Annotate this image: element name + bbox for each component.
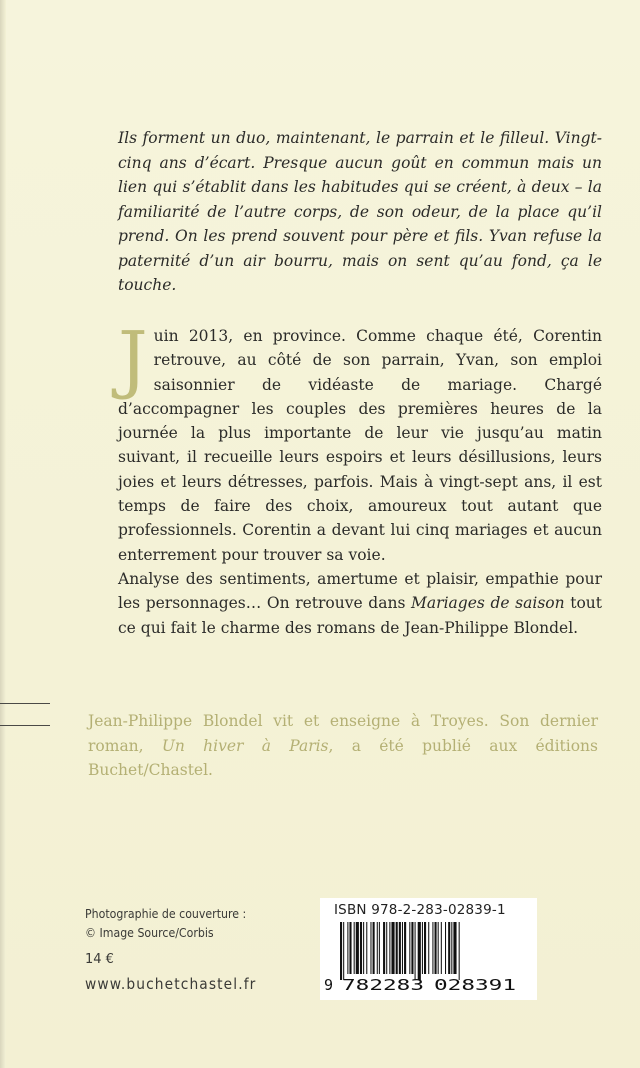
barcode-bar [402, 922, 403, 974]
barcode-bar [396, 922, 398, 974]
divider-rule-bottom [0, 725, 50, 726]
publisher-website: www.buchetchastel.fr [85, 975, 257, 993]
synopsis-text-2a: Analyse des sentiments, amertume et plaisir, empathie pour les personnages… On retrouve dans [118, 569, 602, 613]
barcode-bar [448, 922, 450, 974]
barcode-digit-first: 9 [324, 976, 334, 994]
barcode-bar [428, 922, 429, 974]
cover-edge-shadow [0, 0, 6, 1068]
photo-credit-source: © Image Source/Corbis [85, 925, 214, 940]
barcode-bar [418, 922, 421, 980]
barcode-bar [459, 922, 460, 980]
isbn-number: ISBN 978-2-283-02839-1 [334, 902, 506, 918]
synopsis-text-1: uin 2013, en province. Comme chaque été, Corentin retrouve, au côté de son parrain, Yvan, son emploi saisonnier de vidéaste de mariage. Chargé d’accompagner les couples des premières heures de la journée la plus importante de leur vie jusqu’au matin suivant, il recueille leurs espoirs et leurs désillusions, leurs joies et leurs détresses, parfois. Mais à vingt-sept ans, il est temps de faire des choix, amoureux tout autant que professionnels. Corentin a devant lui cinq mariages et aucun enterrement pour trouver sa voie. [118, 327, 602, 564]
divider-rule-top [0, 703, 50, 704]
barcode-bar [349, 922, 351, 974]
barcode-bar [370, 922, 371, 974]
barcode-bar [379, 922, 380, 974]
barcode-bar [422, 922, 423, 974]
barcode-graphic [320, 898, 537, 1000]
barcode-bar [415, 922, 416, 980]
barcode-bar [451, 922, 452, 974]
footer-info [85, 904, 271, 993]
barcode-bar [409, 922, 410, 974]
barcode-bar [383, 922, 385, 974]
barcode-digits-left: 782283 [342, 976, 424, 994]
barcode-bar [373, 922, 375, 974]
barcode-bar [377, 922, 378, 974]
book-title: Mariages de saison [411, 594, 565, 613]
barcode-bar [438, 922, 439, 974]
barcode-bar [411, 922, 413, 974]
barcode-bar [435, 922, 437, 974]
barcode-bar [366, 922, 367, 974]
author-bio-text-a: Jean-Philippe Blondel vit et enseigne à Troyes. Son dernier roman, [88, 712, 598, 755]
barcode-bar [424, 922, 426, 974]
barcode-bar [453, 922, 456, 974]
barcode-bar [354, 922, 355, 974]
barcode-bar [432, 922, 433, 974]
barcode-bars [340, 922, 460, 980]
barcode-bar [445, 922, 446, 974]
barcode-digits-right: 028391 [434, 976, 516, 994]
barcode-bar [347, 922, 348, 974]
synopsis-paragraph-1 [118, 316, 602, 567]
price: 14 € [85, 952, 114, 967]
barcode-bar [441, 922, 442, 974]
barcode-bar [360, 922, 362, 974]
barcode-bar [391, 922, 394, 974]
barcode-bar [399, 922, 401, 974]
author-bio-text-b: , a été publié aux éditions Buchet/Chastel. [88, 736, 598, 779]
barcode-label [320, 898, 537, 1000]
drop-cap: J [118, 316, 148, 402]
synopsis-paragraph-2 [118, 567, 602, 640]
synopsis [118, 316, 602, 640]
barcode-bar [389, 922, 390, 974]
author-bio [88, 709, 598, 783]
barcode-bar [340, 922, 342, 980]
barcode-bar [356, 922, 359, 974]
intro-paragraph: Ils forment un duo, maintenant, le parrain et le filleul. Vingt-cinq ans d’écart. Presque aucun goût en commun mais un lien qui s’établit dans les habitudes qui se créent, à deux – la familiarité de l’autre corps, de son odeur, de la place qu’il prend. On les prend souvent pour père et fils. Yvan refuse la paternité d’un air bourru, mais on sent qu’au fond, ça le touche. [118, 129, 602, 294]
photo-credit-label: Photographie de couverture : [85, 906, 247, 921]
barcode-bar [343, 922, 344, 980]
synopsis-text-2b: tout ce qui fait le charme des romans de Jean-Philippe Blondel. [118, 594, 602, 637]
previous-book-title: Un hiver à Paris [161, 736, 329, 755]
barcode-bar [404, 922, 406, 974]
barcode-bar [386, 922, 387, 974]
barcode-bar [363, 922, 364, 974]
